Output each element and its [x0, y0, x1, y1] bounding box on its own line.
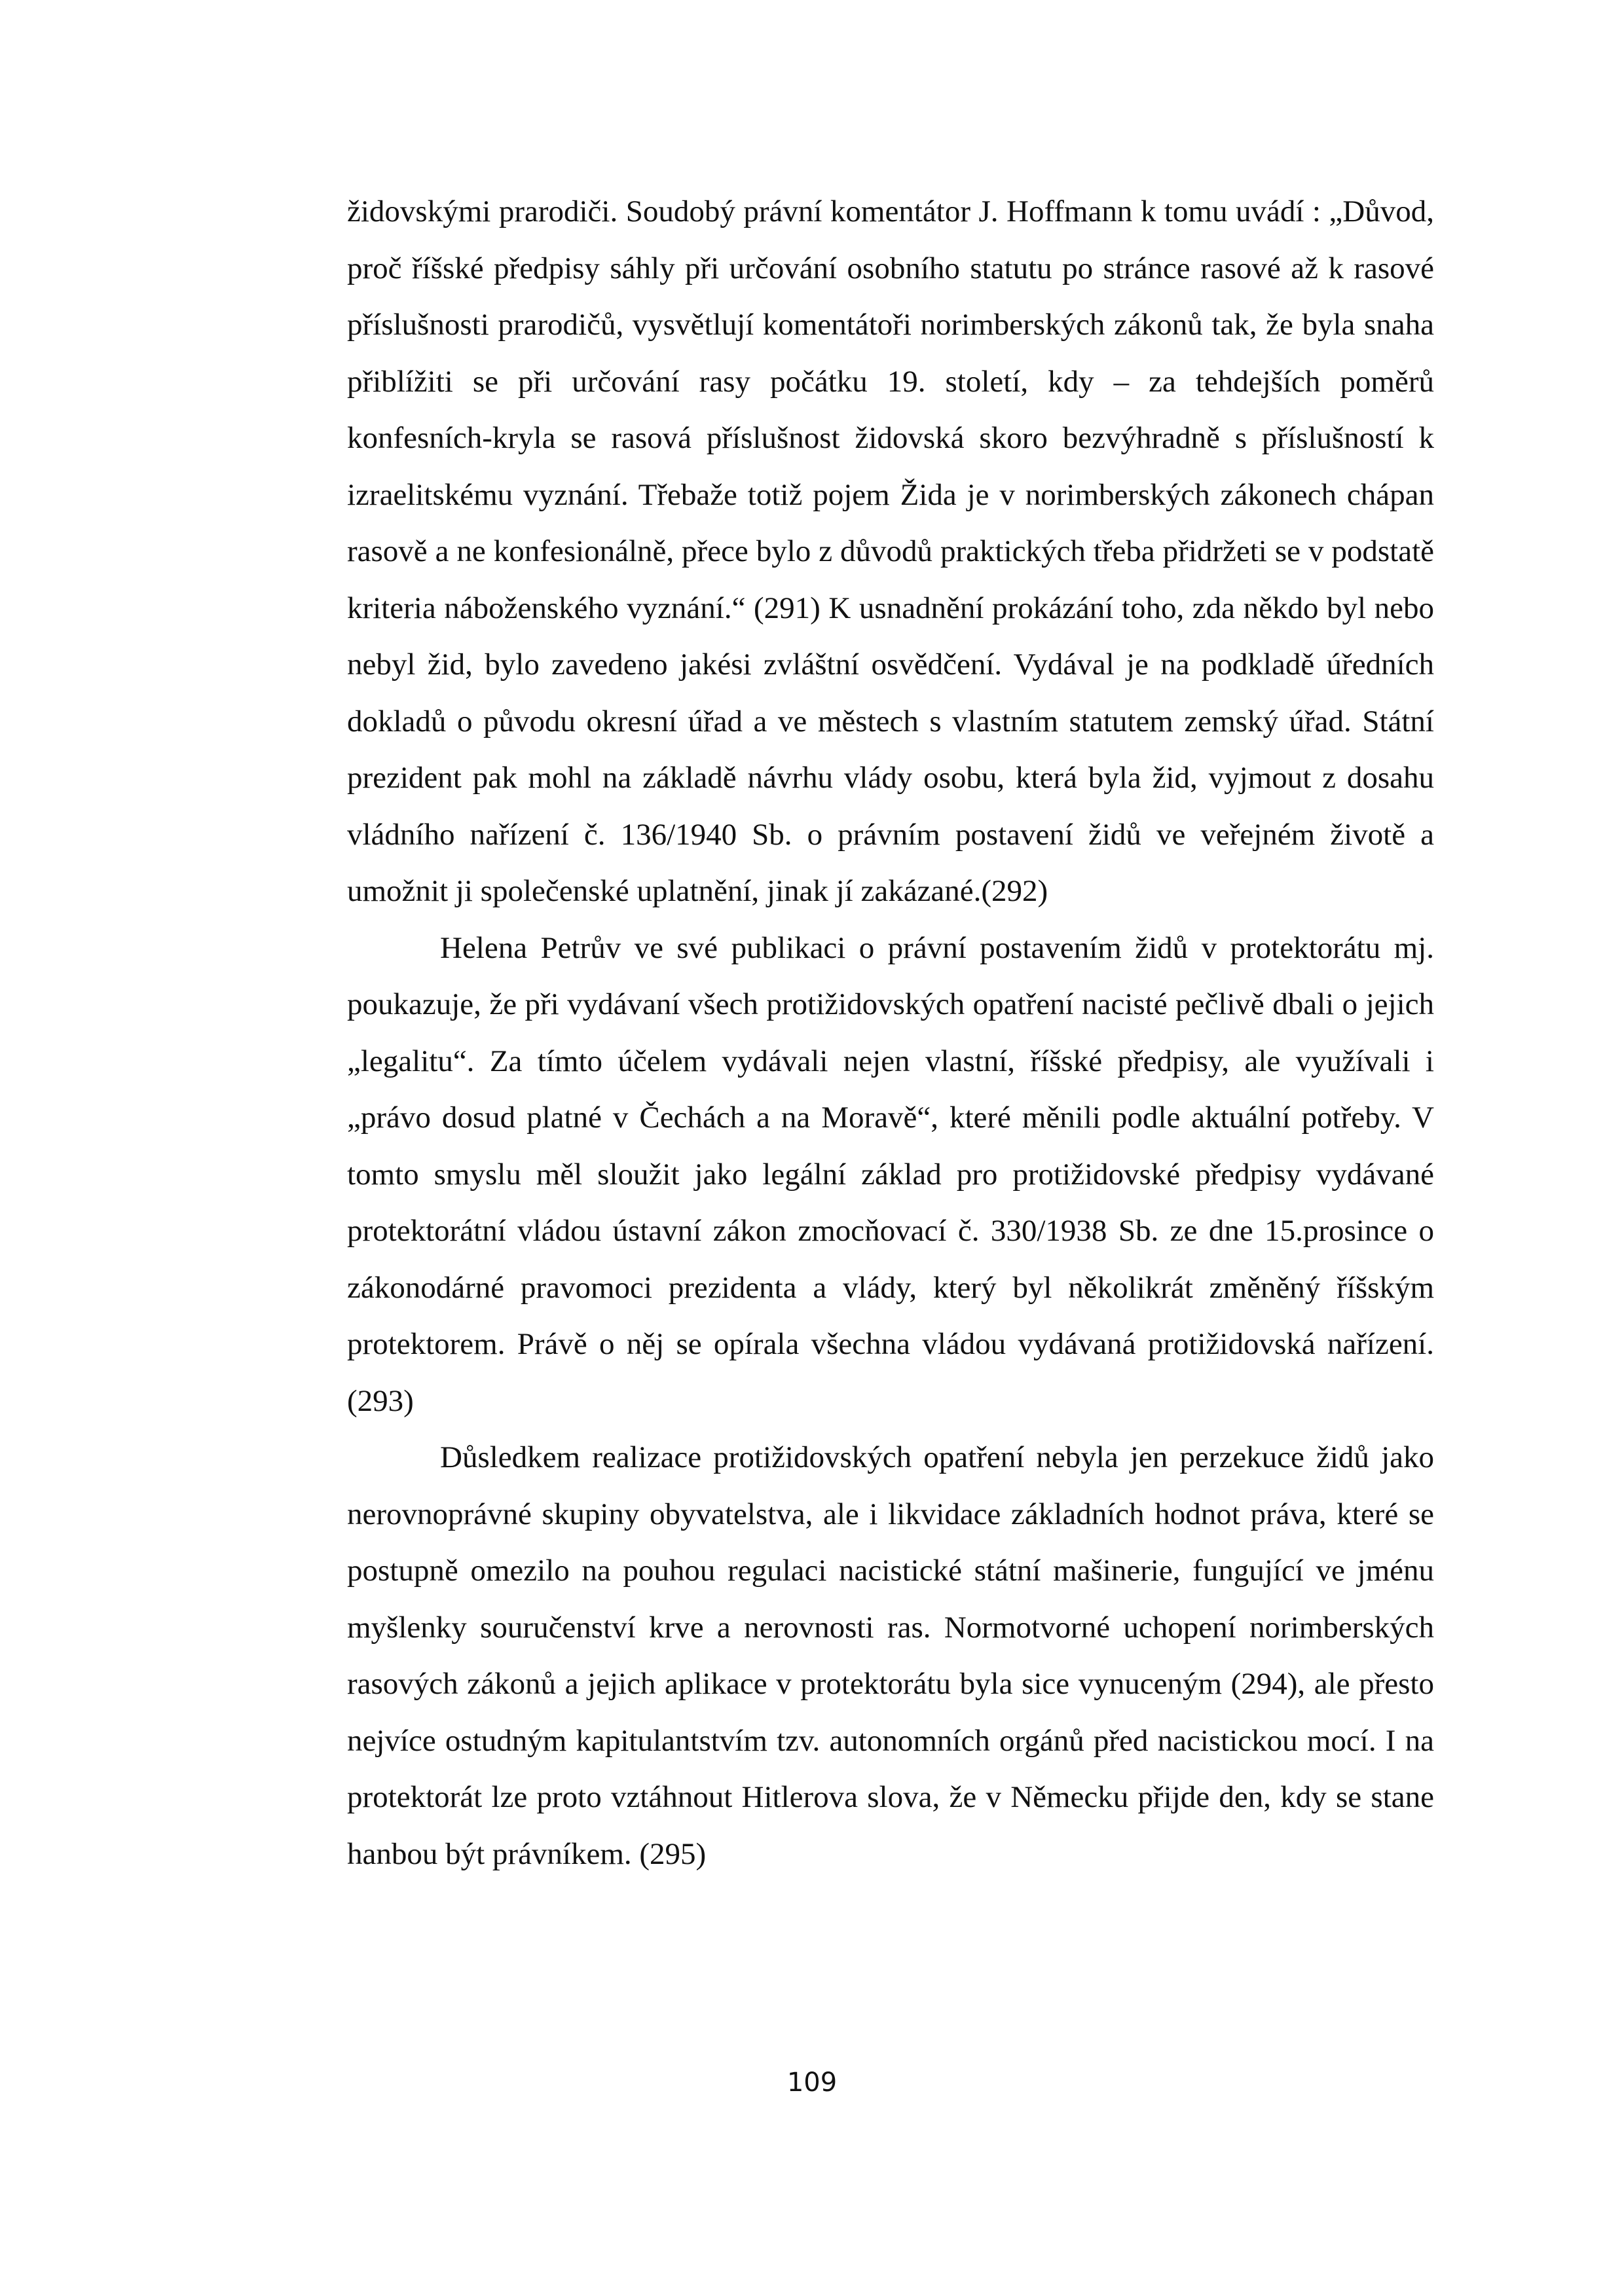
- body-text: [347, 183, 1434, 1882]
- paragraph-1: židovskými prarodiči. Soudobý právní komentátor J. Hoffmann k tomu uvádí : „Důvod, proč říšské předpisy sáhly při určování osobního statutu po stránce rasové až k rasové příslušnosti prarodičů, vysvětlují komentátoři norimberských zákonů tak, že byla snaha přiblížiti se při určování rasy počátku 19. století, kdy – za tehdejších poměrů konfesních-kryla se rasová příslušnost židovská skoro bezvýhradně s příslušností k izraelitskému vyznání. Třebaže totiž pojem Žida je v norimberských zákonech chápan rasově a ne konfesionálně, přece bylo z důvodů praktických třeba přidržeti se v podstatě kriteria náboženského vyznání.“ (291) K usnadnění prokázání toho, zda někdo byl nebo nebyl žid, bylo zavedeno jakési zvláštní osvědčení. Vydával je na podkladě úředních dokladů o původu okresní úřad a ve městech s vlastním statutem zemský úřad. Státní prezident pak mohl na základě návrhu vlády osobu, která byla žid, vyjmout z dosahu vládního nařízení č. 136/1940 Sb. o právním postavení židů ve veřejném životě a umožnit ji společenské uplatnění, jinak jí zakázané.(292): [347, 194, 1434, 908]
- page-number: 109: [786, 2068, 838, 2098]
- paragraph-3: Důsledkem realizace protižidovských opatření nebyla jen perzekuce židů jako nerovnoprávné skupiny obyvatelstva, ale i likvidace základních hodnot práva, které se postupně omezilo na pouhou regulaci nacistické státní mašinerie, fungující ve jménu myšlenky souručenství krve a nerovnosti ras. Normotvorné uchopení norimberských rasových zákonů a jejich aplikace v protektorátu byla sice vynuceným (294), ale přesto nejvíce ostudným kapitulantstvím tzv. autonomních orgánů před nacistickou mocí. I na protektorát lze proto vztáhnout Hitlerova slova, že v Německu přijde den, kdy se stane hanbou být právníkem. (295): [347, 1440, 1434, 1871]
- paragraph-2: Helena Petrův ve své publikaci o právní postavením židů v protektorátu mj. poukazuje, že při vydávaní všech protižidovských opatření nacisté pečlivě dbali o jejich „legalitu“. Za tímto účelem vydávali nejen vlastní, říšské předpisy, ale využívali i „právo dosud platné v Čechách a na Moravě“, které měnili podle aktuální potřeby. V tomto smyslu měl sloužit jako legální základ pro protižidovské předpisy vydávané protektorátní vládou ústavní zákon zmocňovací č. 330/1938 Sb. ze dne 15.prosince o zákonodárné pravomoci prezidenta a vlády, který byl několikrát změněný říšským protektorem. Právě o něj se opírala všechna vládou vydávaná protižidovská nařízení. (293): [347, 930, 1434, 1418]
